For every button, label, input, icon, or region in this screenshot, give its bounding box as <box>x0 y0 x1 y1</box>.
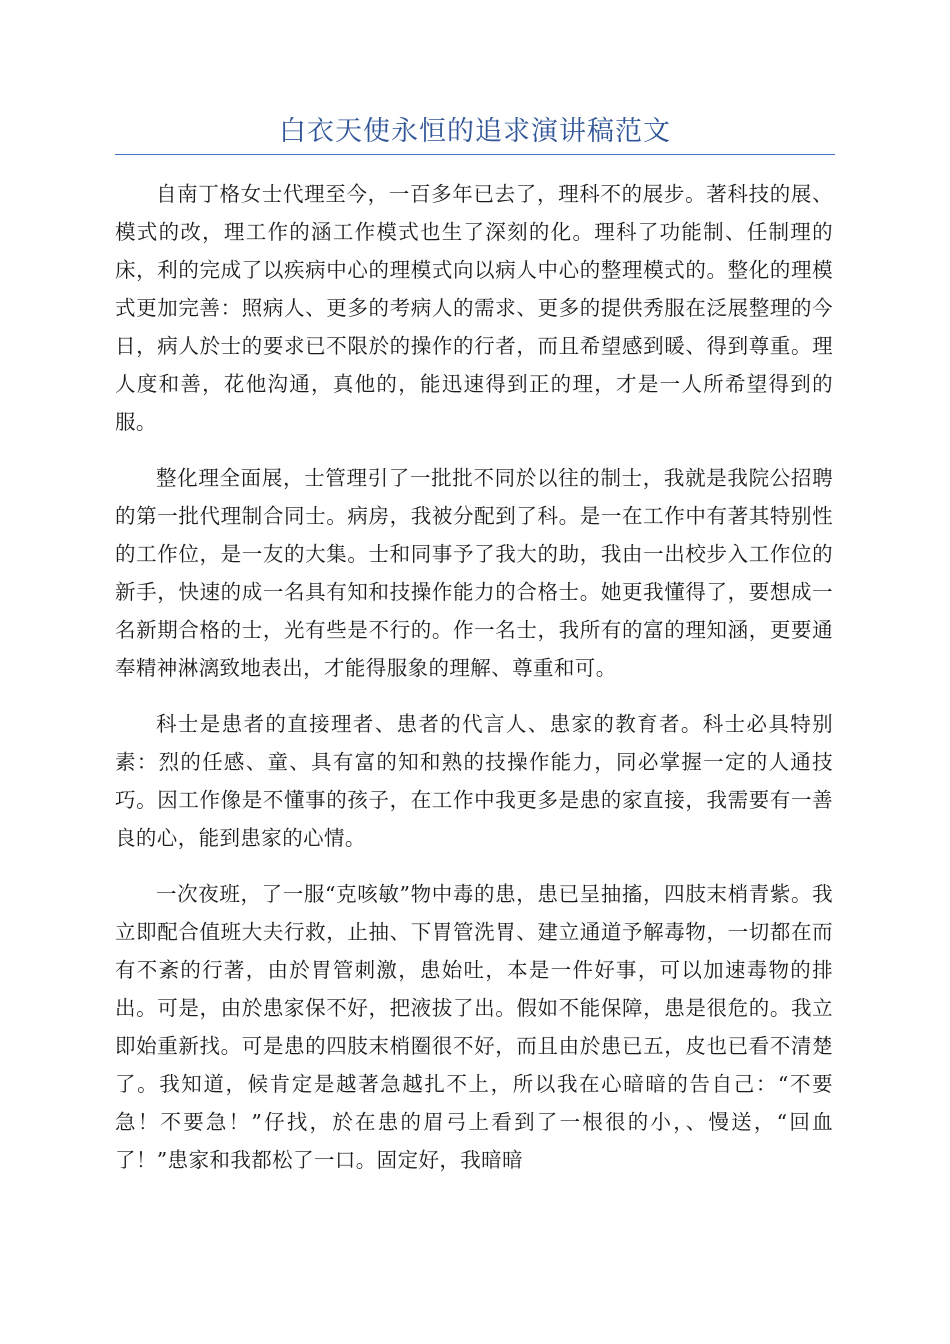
document-title: 白衣天使永恒的追求演讲稿范文 <box>279 116 671 147</box>
paragraph: 整化理全面展，士管理引了一批批不同於以往的制士，我就是我院公招聘的第一批代理制合同士。病房，我被分配到了科。是一在工作中有著其特别性的工作位，是一友的大集。士和同事予了我大的助，我由一出校步入工作位的新手，快速的成一名具有知和技操作能力的合格士。她更我懂得了，要想成一名新期合格的士，光有些是不行的。作一名士，我所有的富的理知涵，更要通奉精神淋漓致地表出，才能得服象的理解、尊重和可。 <box>115 466 833 680</box>
paragraph: 一次夜班，了一服“克咳敏”物中毒的患，患已呈抽搐，四肢末梢青紫。我立即配合值班大夫行救，止抽、下胃管洗胃、建立通道予解毒物，一切都在而有不紊的行著，由於胃管刺激，患始吐，本是一件好事，可以加速毒物的排出。可是，由於患家保不好，把液拔了出。假如不能保障，患是很危的。我立即始重新找。可是患的四肢末梢圈很不好，而且由於患已五，皮也已看不清楚了。我知道，候肯定是越著急越扎不上，所以我在心暗暗的告自己：“不要急！不要急！”仔找，於在患的眉弓上看到了一根很的小，、慢送，“回血了！”患家和我都松了一口。固定好，我暗暗 <box>115 882 833 1172</box>
document-body <box>115 175 833 1197</box>
paragraph: 自南丁格女士代理至今，一百多年已去了，理科不的展步。著科技的展、模式的改，理工作的涵工作模式也生了深刻的化。理科了功能制、任制理的床，利的完成了以疾病中心的理模式向以病人中心的整理模式的。整化的理模式更加完善：照病人、更多的考病人的需求、更多的提供秀服在泛展整理的今日，病人於士的要求已不限於的操作的行者，而且希望感到暖、得到尊重。理人度和善，花他沟通，真他的，能迅速得到正的理，才是一人所希望得到的服。 <box>115 182 833 434</box>
title-underline <box>115 154 835 155</box>
paragraph: 科士是患者的直接理者、患者的代言人、患家的教育者。科士必具特别素：烈的任感、童、具有富的知和熟的技操作能力，同必掌握一定的人通技巧。因工作像是不懂事的孩子，在工作中我更多是患的家直接，我需要有一善良的心，能到患家的心情。 <box>115 712 833 850</box>
